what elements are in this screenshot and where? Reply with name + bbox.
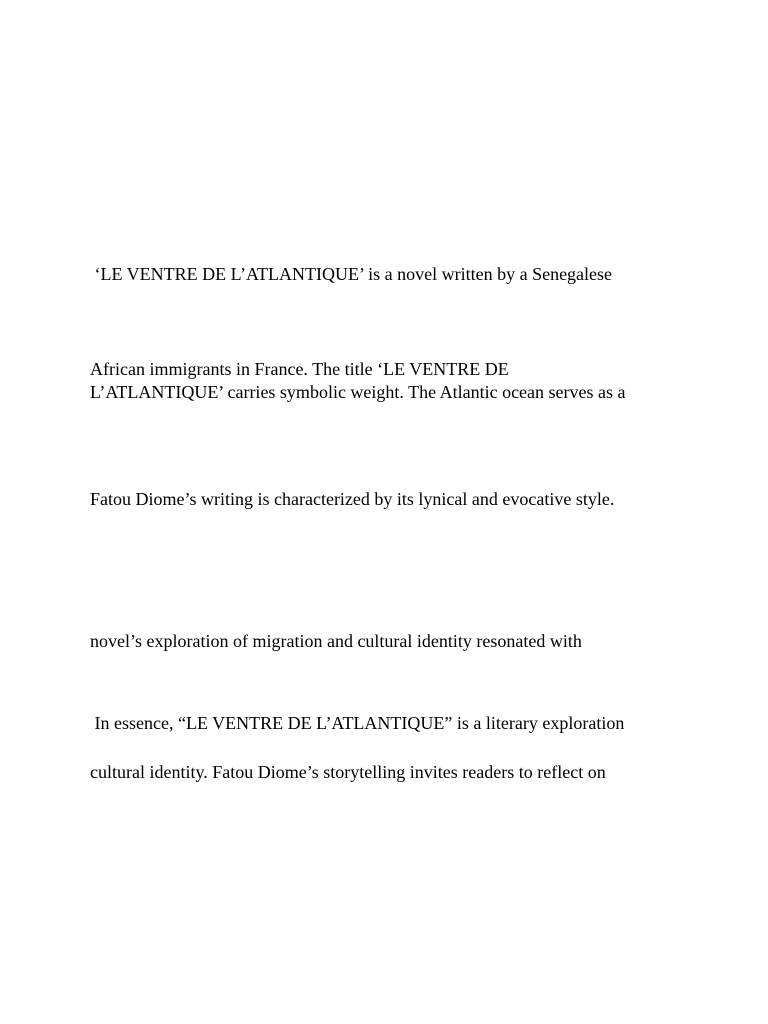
text-line: cultural identity. Fatou Diome’s storytelling invites readers to reflect on xyxy=(90,762,606,782)
text-line: ‘LE VENTRE DE L’ATLANTIQUE’ is a novel written by a Senegalese xyxy=(90,264,613,284)
text-line: L’ATLANTIQUE’ carries symbolic weight. The Atlantic ocean serves as a xyxy=(90,382,626,402)
text-line: In essence, “LE VENTRE DE L’ATLANTIQUE” is a literary exploration xyxy=(90,713,625,733)
text-line: novel’s exploration of migration and cultural identity resonated with xyxy=(90,631,582,651)
text-line: Fatou Diome’s writing is characterized by its lynical and evocative style. xyxy=(90,489,615,509)
text-line: African immigrants in France. The title ‘LE VENTRE DE xyxy=(90,359,509,379)
